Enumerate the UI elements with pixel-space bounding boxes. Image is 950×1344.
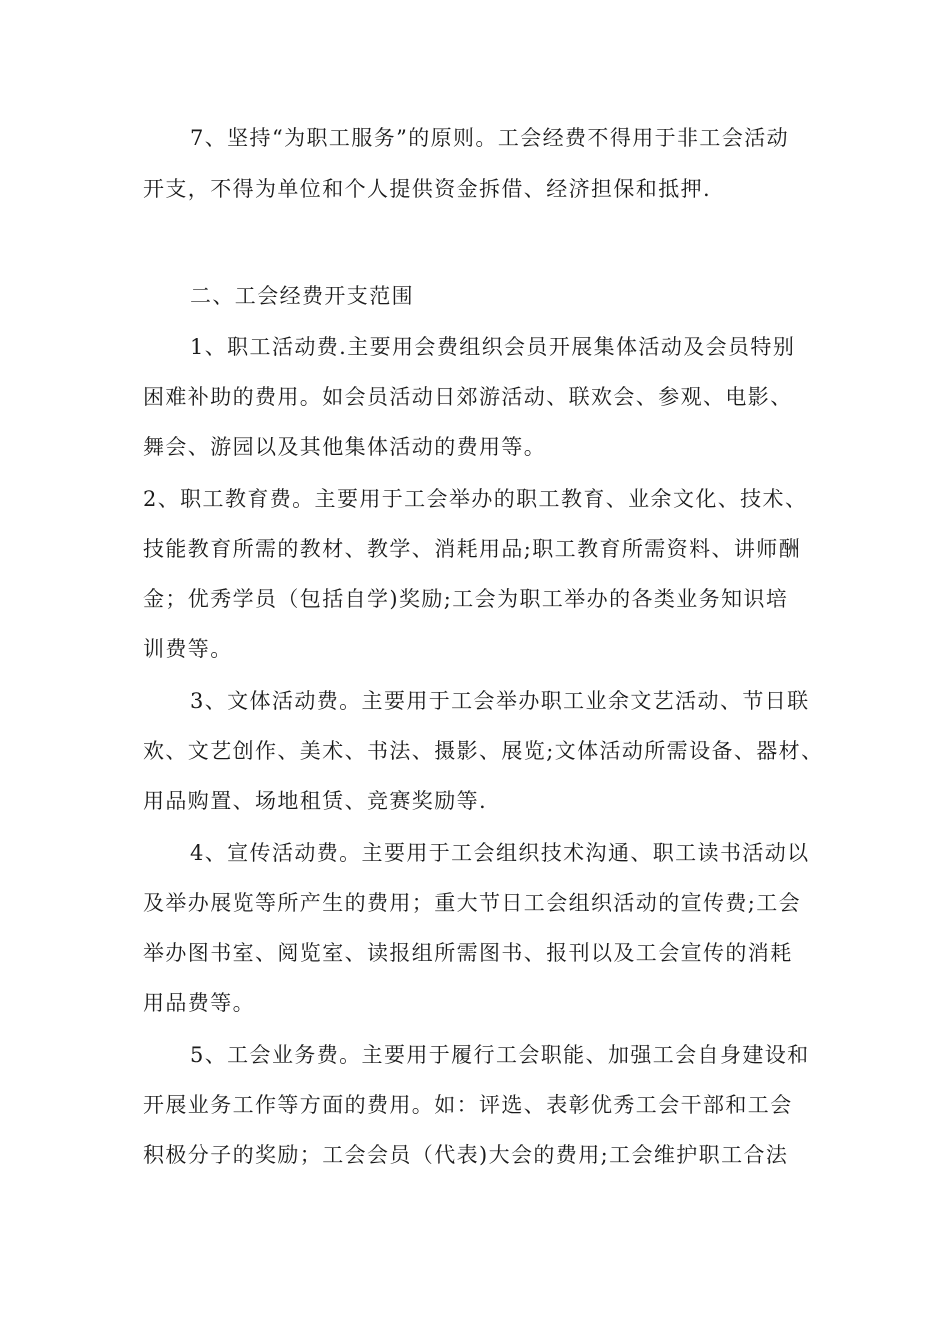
text-line: 7、坚持“为职工服务”的原则。工会经费不得用于非工会活动 xyxy=(190,126,790,150)
text-line: 训费等。 xyxy=(143,637,233,661)
text-line: 4、宣传活动费。主要用于工会组织技术沟通、职工读书活动以 xyxy=(190,841,810,865)
text-line: 2、职工教育费。主要用于工会举办的职工教育、业余文化、技术、 xyxy=(143,487,808,511)
section-heading: 二、工会经费开支范围 xyxy=(190,284,414,308)
text-line: 开展业务工作等方面的费用。如：评选、表彰优秀工会干部和工会 xyxy=(143,1093,793,1117)
text-line: 用品购置、场地租赁、竞赛奖励等. xyxy=(143,789,488,813)
text-line: 3、文体活动费。主要用于工会举办职工业余文艺活动、节日联 xyxy=(190,689,810,713)
text-line: 1、职工活动费.主要用会费组织会员开展集体活动及会员特别 xyxy=(190,335,796,359)
text-line: 举办图书室、阅览室、读报组所需图书、报刊以及工会宣传的消耗 xyxy=(143,941,793,965)
text-line: 舞会、游园以及其他集体活动的费用等。 xyxy=(143,435,547,459)
text-line: 及举办展览等所产生的费用；重大节日工会组织活动的宣传费;工会 xyxy=(143,891,802,915)
text-line: 困难补助的费用。如会员活动日郊游活动、联欢会、参观、电影、 xyxy=(143,385,793,409)
text-line: 用品费等。 xyxy=(143,991,255,1015)
text-line: 5、工会业务费。主要用于履行工会职能、加强工会自身建设和 xyxy=(190,1043,810,1067)
text-line: 技能教育所需的教材、教学、消耗用品;职工教育所需资料、讲师酬 xyxy=(143,537,802,561)
text-line: 金；优秀学员（包括自学)奖励;工会为职工举办的各类业务知识培 xyxy=(143,587,789,611)
text-line: 开支，不得为单位和个人提供资金拆借、经济担保和抵押. xyxy=(143,177,712,201)
text-line: 欢、文艺创作、美术、书法、摄影、展览;文体活动所需设备、器材、 xyxy=(143,739,824,763)
text-line: 积极分子的奖励；工会会员（代表)大会的费用;工会维护职工合法 xyxy=(143,1143,789,1167)
